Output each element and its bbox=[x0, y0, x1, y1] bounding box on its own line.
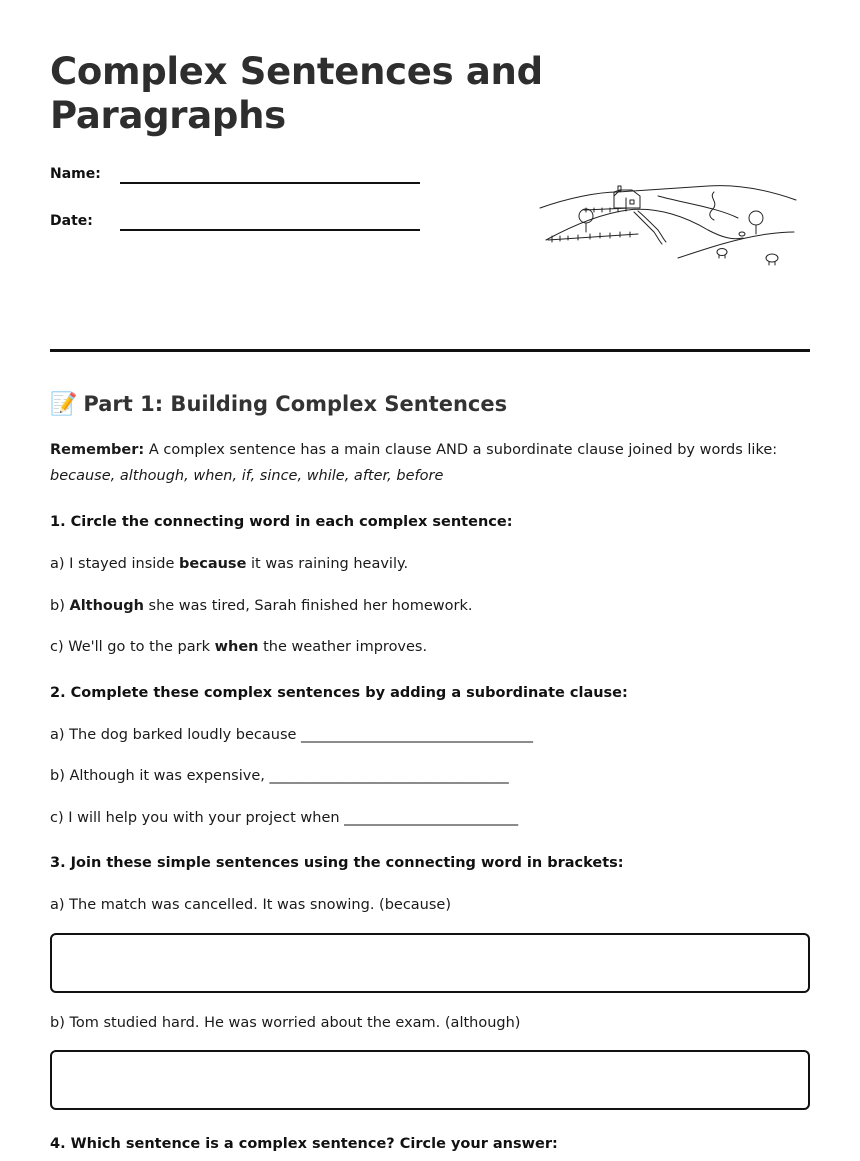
q1-c-post: the weather improves. bbox=[258, 639, 428, 655]
q1-c-keyword[interactable]: when bbox=[214, 639, 259, 655]
memo-icon: 📝 bbox=[50, 392, 78, 417]
remember-label: Remember: bbox=[50, 442, 145, 458]
q1-a-post: it was raining heavily. bbox=[246, 556, 409, 572]
date-line[interactable] bbox=[120, 229, 420, 231]
q1-item-c bbox=[50, 637, 810, 657]
question-3-prompt: 3. Join these simple sentences using the connecting word in brackets: bbox=[50, 855, 624, 871]
worksheet-title: Complex Sentences and Paragraphs bbox=[50, 50, 543, 137]
header-divider bbox=[50, 349, 810, 352]
part1-heading-text: Part 1: Building Complex Sentences bbox=[83, 392, 508, 416]
q1-a-pre: a) I stayed inside bbox=[50, 556, 180, 572]
part1-heading bbox=[50, 388, 507, 421]
remember-text: A complex sentence has a main clause AND a subordinate clause joined by words like: bbox=[144, 442, 778, 458]
q2-item-b[interactable]: b) Although it was expensive, _________________________________ bbox=[50, 768, 509, 784]
question-4-prompt: 4. Which sentence is a complex sentence? Circle your answer: bbox=[50, 1136, 558, 1152]
q1-c-pre: c) We'll go to the park bbox=[50, 639, 215, 655]
q3-answer-box-a[interactable] bbox=[50, 933, 810, 993]
remember-note bbox=[50, 437, 810, 489]
q2-item-c[interactable]: c) I will help you with your project when ________________________ bbox=[50, 810, 519, 826]
q3-item-a: a) The match was cancelled. It was snowing. (because) bbox=[50, 897, 452, 913]
name-label: Name: bbox=[50, 166, 101, 182]
question-2-prompt: 2. Complete these complex sentences by adding a subordinate clause: bbox=[50, 685, 628, 701]
countryside-illustration bbox=[538, 178, 800, 270]
q1-b-keyword[interactable]: Although bbox=[69, 598, 144, 614]
q3-answer-box-b[interactable] bbox=[50, 1050, 810, 1110]
question-1-prompt: 1. Circle the connecting word in each complex sentence: bbox=[50, 514, 513, 530]
connecting-words: because, although, when, if, since, while, after, before bbox=[50, 468, 444, 484]
name-line[interactable] bbox=[120, 182, 420, 184]
q2-item-a[interactable]: a) The dog barked loudly because ________________________________ bbox=[50, 727, 534, 743]
q1-b-pre: b) bbox=[50, 598, 70, 614]
q3-item-b: b) Tom studied hard. He was worried about the exam. (although) bbox=[50, 1015, 521, 1031]
q1-b-post: she was tired, Sarah finished her homework. bbox=[143, 598, 473, 614]
q1-item-a bbox=[50, 554, 810, 574]
q1-item-b bbox=[50, 596, 810, 616]
date-label: Date: bbox=[50, 213, 93, 229]
q1-a-keyword[interactable]: because bbox=[179, 556, 247, 572]
